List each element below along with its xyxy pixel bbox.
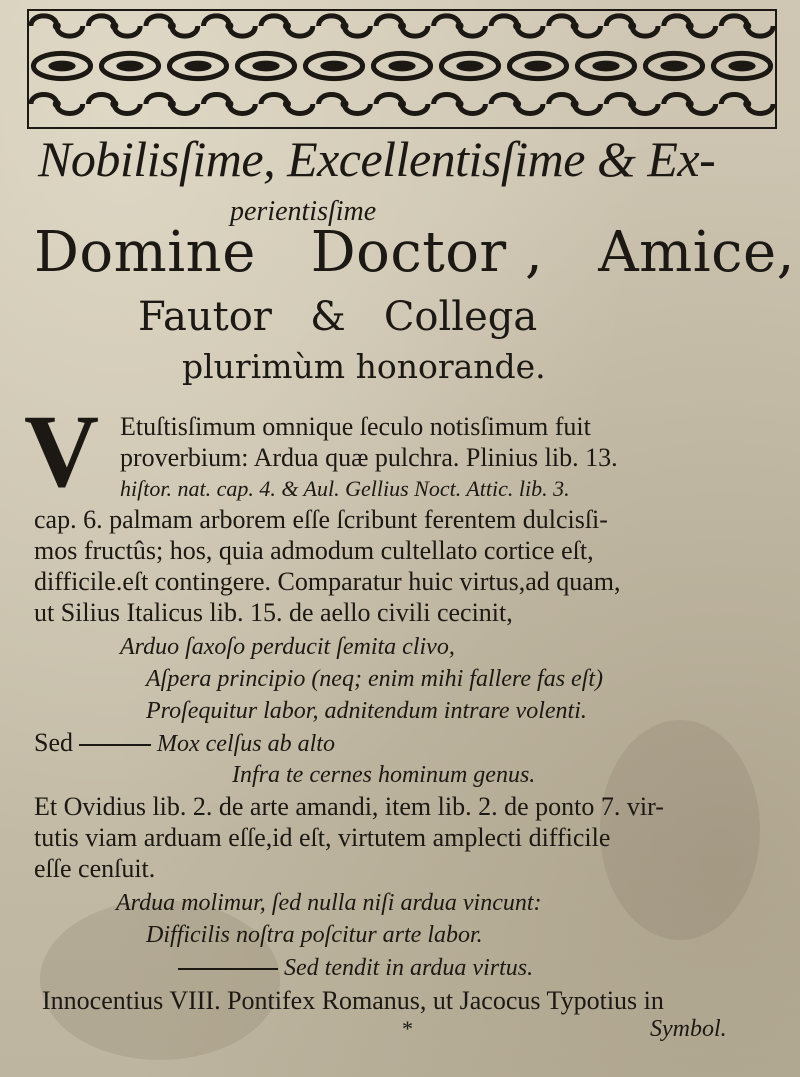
ornament-motif	[713, 53, 770, 78]
body-line: difficile.eſt contingere. Comparatur huic virtus,ad quam,	[34, 567, 621, 596]
verse-line: Aſpera principio (neq; enim mihi fallere fas eſt)	[146, 666, 604, 692]
ornament-motif	[319, 95, 371, 114]
verse-text: Mox celſus ab alto	[157, 731, 335, 757]
title-line-4-text: Fautor & Collega	[138, 294, 538, 340]
ornament-motif	[606, 95, 658, 114]
ornament-motif	[549, 16, 601, 36]
verse-line: Proſequitur labor, adnitendum intrare volenti.	[146, 698, 587, 724]
ornament-motif	[376, 16, 428, 36]
ornament-motif	[169, 53, 226, 78]
verse-dash	[79, 744, 151, 746]
ornament-motif	[101, 53, 158, 78]
ornament-motif	[664, 16, 716, 36]
catchword: Symbol.	[650, 1016, 727, 1042]
ornament-motif	[491, 95, 543, 114]
verse-line: Arduo ſaxoſo perducit ſemita clivo,	[120, 634, 455, 660]
ornament-motif	[203, 16, 255, 36]
ornament-motif	[31, 95, 83, 114]
body-line: mos fructûs; hos, quia admodum cultellato cortice eſt,	[34, 536, 594, 565]
body-line: ut Silius Italicus lib. 15. de aello civili cecinit,	[34, 598, 513, 627]
ornament-motif	[376, 95, 428, 114]
verse-line: Infra te cernes hominum genus.	[232, 762, 536, 788]
title-line-3-text: Domine Doctor , Amice,	[34, 220, 795, 285]
ornament-motif	[146, 95, 198, 114]
body-line: Etuſtisſimum omnique ſeculo notisſimum fuit	[120, 412, 591, 441]
ornamental-header-band	[26, 6, 778, 130]
drop-initial: V	[24, 394, 100, 509]
verse-line: Difficilis noſtra poſcitur arte labor.	[146, 922, 483, 948]
ornament-motif	[721, 16, 773, 36]
paper-stain	[600, 720, 760, 940]
ornament-motif	[33, 53, 90, 78]
ornament-motif	[146, 16, 198, 36]
title-line-1: Nobilisſime, Excellentisſime & Ex-	[38, 131, 716, 187]
ornament-motif	[606, 16, 658, 36]
verse-text: Sed tendit in ardua virtus.	[284, 955, 534, 981]
body-line: eſſe cenſuit.	[34, 854, 156, 883]
body-line: Innocentius VIII. Pontifex Romanus, ut Jacocus Typotius in	[42, 986, 664, 1015]
title-line-5: plurimùm honorande.	[182, 347, 546, 386]
body-line: proverbium: Ardua quæ pulchra. Plinius lib. 13.	[120, 443, 618, 472]
ornament-motif	[261, 16, 313, 36]
ornament-motif	[373, 53, 430, 78]
ornament-motif	[237, 53, 294, 78]
verse-line	[34, 728, 335, 759]
ornament-motif	[549, 95, 601, 114]
body-line: Et Ovidius lib. 2. de arte amandi, item lib. 2. de ponto 7. vir-	[34, 792, 664, 821]
ornament-motif	[305, 53, 362, 78]
ornament-motif	[509, 53, 566, 78]
ornament-motif	[319, 16, 371, 36]
ornament-motif	[491, 16, 543, 36]
ornament-motif	[203, 95, 255, 114]
ornament-motif	[645, 53, 702, 78]
ornament-motif	[441, 53, 498, 78]
verse-line	[172, 952, 533, 983]
title-line-2: perientisſime	[230, 196, 377, 227]
verse-line: Ardua molimur, ſed nulla niſi ardua vincunt:	[116, 890, 542, 916]
ornament-motif	[261, 95, 313, 114]
title-line-3	[34, 220, 800, 285]
body-line: tutis viam arduam eſſe,id eſt, virtutem amplecti difficile	[34, 823, 611, 852]
signature-mark: *	[402, 1016, 413, 1041]
ornament-motif	[721, 95, 773, 114]
verse-lead-word: Sed	[34, 728, 73, 757]
ornament-motif	[664, 95, 716, 114]
title-line-4	[138, 294, 800, 340]
ornament-motif	[88, 16, 140, 36]
body-line: cap. 6. palmam arborem eſſe ſcribunt ferentem dulcisſi-	[34, 505, 608, 534]
ornament-motif	[577, 53, 634, 78]
ornament-motif	[434, 95, 486, 114]
verse-dash	[178, 968, 278, 970]
body-line: hiſtor. nat. cap. 4. & Aul. Gellius Noct. Attic. lib. 3.	[120, 476, 570, 501]
ornament-motif	[31, 16, 83, 36]
ornament-motif	[434, 16, 486, 36]
ornament-motif	[88, 95, 140, 114]
